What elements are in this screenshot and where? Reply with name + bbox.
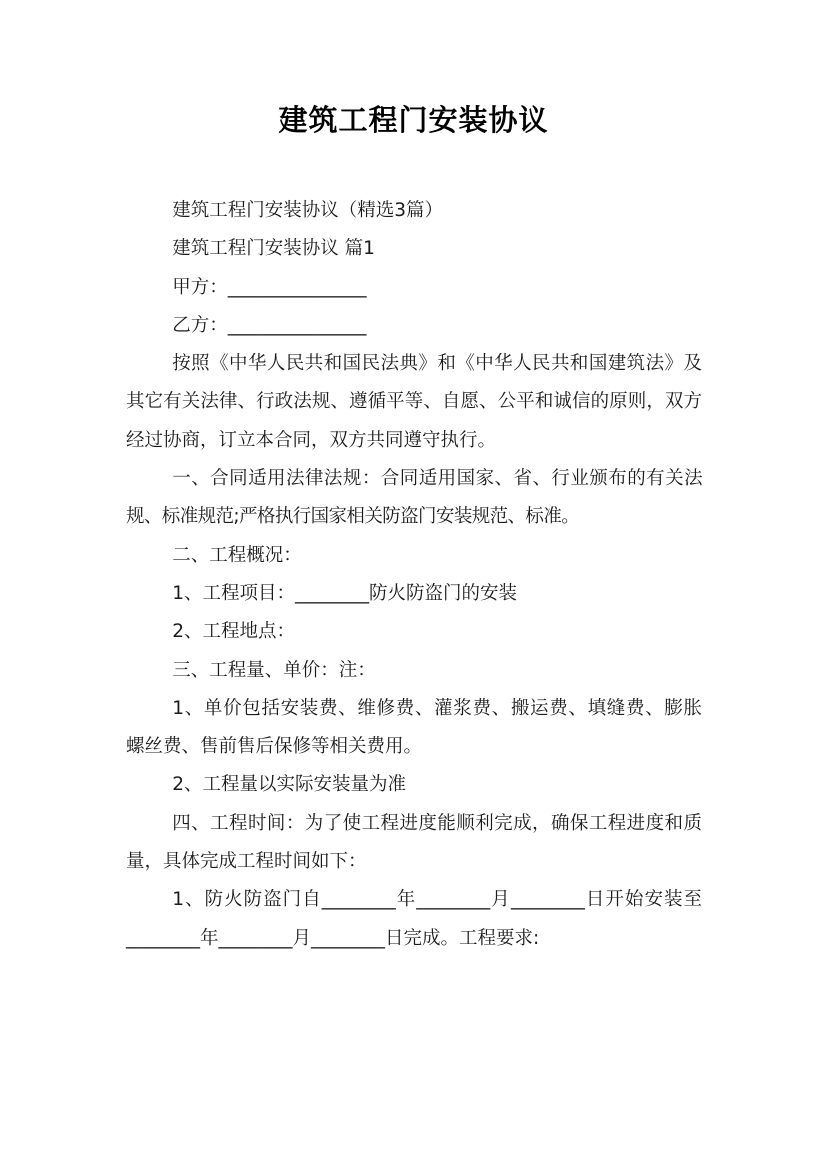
paragraph-schedule-heading: 四、工程时间：为了使工程进度能顺利完成，确保工程进度和质量，具体完成工程时间如下：: [126, 812, 702, 873]
paragraph-project-overview-heading: 二、工程概况：: [172, 544, 302, 566]
paragraph-quantity-basis: 2、工程量以实际安装量为准: [172, 774, 407, 796]
paragraph-subtitle: 建筑工程门安装协议（精选3篇）: [172, 200, 444, 221]
paragraph-party-a: 甲方：_______________: [172, 276, 367, 298]
paragraph-project-location: 2、工程地点：: [172, 621, 296, 643]
document-body: [126, 192, 702, 958]
paragraph-preamble: 按照《中华人民共和国民法典》和《中华人民共和国建筑法》及其它有关法律、行政法规、遵循平等、自愿、公平和诚信的原则，双方经过协商，订立本合同，双方共同遵守执行。: [126, 353, 702, 451]
paragraph-section-heading: 建筑工程门安装协议 篇1: [172, 238, 375, 260]
paragraph-quantity-price-heading: 三、工程量、单价：注：: [172, 659, 376, 681]
paragraph-party-b: 乙方：_______________: [172, 314, 367, 336]
paragraph-project-item: 1、工程项目：________防火防盗门的安装: [172, 582, 518, 604]
paragraph-applicable-law: 一、合同适用法律法规：合同适用国家、省、行业颁布的有关法规、标准规范;严格执行国家相关防盗门安装规范、标准。: [126, 468, 702, 528]
paragraph-schedule-dates: 1、防火防盗门自________年________月________日开始安装至________年________月________日完成。工程要求:: [126, 889, 702, 949]
paragraph-unit-price-terms: 1、单价包括安装费、维修费、灌浆费、搬运费、填缝费、膨胀螺丝费、售前售后保修等相关费用。: [126, 697, 702, 758]
document-title: 建筑工程门安装协议: [278, 103, 549, 137]
